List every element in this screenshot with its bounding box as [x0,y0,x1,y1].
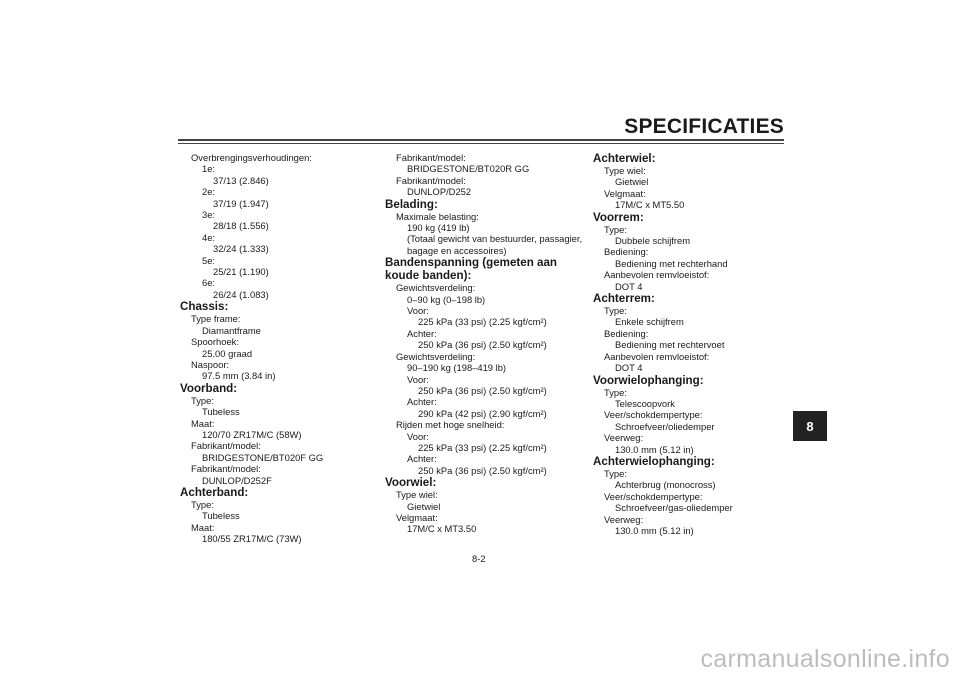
spec-line: 26/24 (1.083) [213,288,269,300]
spec-line: Veerweg: [604,513,644,525]
spec-line: 120/70 ZR17M/C (58W) [202,428,302,440]
spec-line: Overbrengingsverhoudingen: [191,152,312,163]
spec-line: 37/19 (1.947) [213,197,269,209]
spec-line: Schroefveer/oliedemper [615,420,715,432]
spec-line: 130.0 mm (5.12 in) [615,443,694,455]
chapter-tab[interactable]: 8 [793,411,827,441]
spec-line: Type: [604,386,627,398]
page-number: 8-2 [472,553,486,564]
spec-line: Fabrikant/model: [191,440,261,452]
spec-line: Fabrikant/model: [396,174,466,186]
spec-line: 130.0 mm (5.12 in) [615,524,694,536]
spec-line: BRIDGESTONE/BT020R GG [407,163,530,175]
spec-line: Gietwiel [615,176,649,188]
spec-line: 97.5 mm (3.84 in) [202,370,276,382]
spec-line: 4e: [202,231,216,243]
spec-line: 180/55 ZR17M/C (73W) [202,533,302,545]
spec-line: 190 kg (419 lb) [407,222,470,234]
spec-line: Veer/schokdempertype: [604,409,703,421]
spec-line: Diamantframe [202,324,261,336]
spec-line: 17M/C x MT3.50 [407,523,477,535]
spec-line: 28/18 (1.556) [213,220,269,232]
spec-line: 290 kPa (42 psi) (2.90 kgf/cm²) [418,407,547,419]
page-title: SPECIFICATIES [624,115,784,138]
spec-line: Veerweg: [604,432,644,444]
spec-line: Spoorhoek: [191,336,239,348]
spec-line: Velgmaat: [396,511,438,523]
spec-line: 32/24 (1.333) [213,243,269,255]
spec-line: 90–190 kg (198–419 lb) [407,362,507,374]
spec-line: Maat: [191,521,215,533]
section-heading: Voorband: [180,381,238,395]
spec-line: Schroefveer/gas-oliedemper [615,502,733,514]
spec-line: 6e: [202,277,216,289]
spec-line: Achterbrug (monocross) [615,479,716,491]
spec-column-3 [593,152,798,536]
section-heading: Achterband: [180,485,249,499]
section-heading: Bandenspanning (gemeten aan koude banden): [385,256,557,283]
spec-line: Type: [604,305,627,317]
spec-line: Naspoor: [191,358,230,370]
spec-line: Voor: [407,430,429,442]
spec-line: DUNLOP/D252 [407,186,472,198]
spec-line: Fabrikant/model: [191,463,261,475]
spec-line: Aanbevolen remvloeistof: [604,350,710,362]
section-heading: Achterwiel: [593,152,656,165]
spec-line: Achter: [407,396,437,408]
section-heading: Chassis: [180,300,229,314]
spec-line: Rijden met hoge snelheid: [396,419,505,431]
spec-line: 1e: [202,163,216,175]
spec-line: DUNLOP/D252F [202,474,272,486]
spec-line: bagage en accessoires) [407,244,507,256]
spec-line: DOT 4 [615,280,643,292]
spec-line: (Totaal gewicht van bestuurder, passagier, [407,233,583,245]
spec-line: 25.00 graad [202,347,253,359]
spec-line: 250 kPa (36 psi) (2.50 kgf/cm²) [418,384,547,396]
section-heading: Belading: [385,197,438,211]
spec-column-1 [180,152,385,545]
watermark: carmanualsonline.info [700,645,950,673]
spec-line: Veer/schokdempertype: [604,490,703,502]
header-rule-thick [178,139,784,141]
spec-line: Velgmaat: [604,187,646,199]
spec-line: Gietwiel [407,500,441,512]
spec-line: 17M/C x MT5.50 [615,199,685,211]
section-heading: Achterwielophanging: [593,454,715,468]
spec-line: Maximale belasting: [396,210,479,222]
spec-line: Telescoopvork [615,397,675,409]
spec-line: 25/21 (1.190) [213,266,269,278]
spec-line: Enkele schijfrem [615,316,684,328]
spec-line: Type: [191,498,214,510]
spec-line: Achter: [407,327,437,339]
section-heading: Voorwiel: [385,476,437,490]
spec-line: 0–90 kg (0–198 lb) [407,293,486,305]
spec-line: 37/13 (2.846) [213,174,269,186]
spec-line: Achter: [407,453,437,465]
spec-line: 3e: [202,209,216,221]
spec-line: 250 kPa (36 psi) (2.50 kgf/cm²) [418,339,547,351]
spec-line: Type: [604,223,627,235]
spec-line: Type wiel: [396,489,438,501]
spec-line: 250 kPa (36 psi) (2.50 kgf/cm²) [418,464,547,476]
section-heading: Achterrem: [593,292,655,306]
spec-line: Gewichtsverdeling: [396,350,476,362]
section-heading: Voorrem: [593,210,644,224]
spec-line: 225 kPa (33 psi) (2.25 kgf/cm²) [418,441,547,453]
spec-line: 5e: [202,254,216,266]
spec-line: Voor: [407,305,429,317]
spec-line: Tubeless [202,510,240,522]
spec-line: BRIDGESTONE/BT020F GG [202,451,324,463]
header-rule-thin [178,143,784,144]
spec-line: Dubbele schijfrem [615,235,691,247]
spec-line: Type frame: [191,313,241,325]
spec-line: 225 kPa (33 psi) (2.25 kgf/cm²) [418,316,547,328]
spec-line: Voor: [407,373,429,385]
spec-line: Aanbevolen remvloeistof: [604,269,710,281]
section-heading: Voorwielophanging: [593,373,704,387]
spec-line: Type wiel: [604,165,646,176]
spec-line: Bediening: [604,246,649,258]
spec-line: Tubeless [202,406,240,418]
spec-column-2 [385,152,590,535]
spec-line: 2e: [202,186,216,198]
spec-line: Type: [604,467,627,479]
spec-line: Maat: [191,417,215,429]
spec-line: Bediening met rechterhand [615,257,728,269]
spec-line: Bediening: [604,327,649,339]
spec-line: Fabrikant/model: [396,152,466,163]
spec-line: DOT 4 [615,362,643,374]
spec-line: Gewichtsverdeling: [396,282,476,294]
spec-line: Bediening met rechtervoet [615,339,725,351]
spec-line: Type: [191,394,214,406]
